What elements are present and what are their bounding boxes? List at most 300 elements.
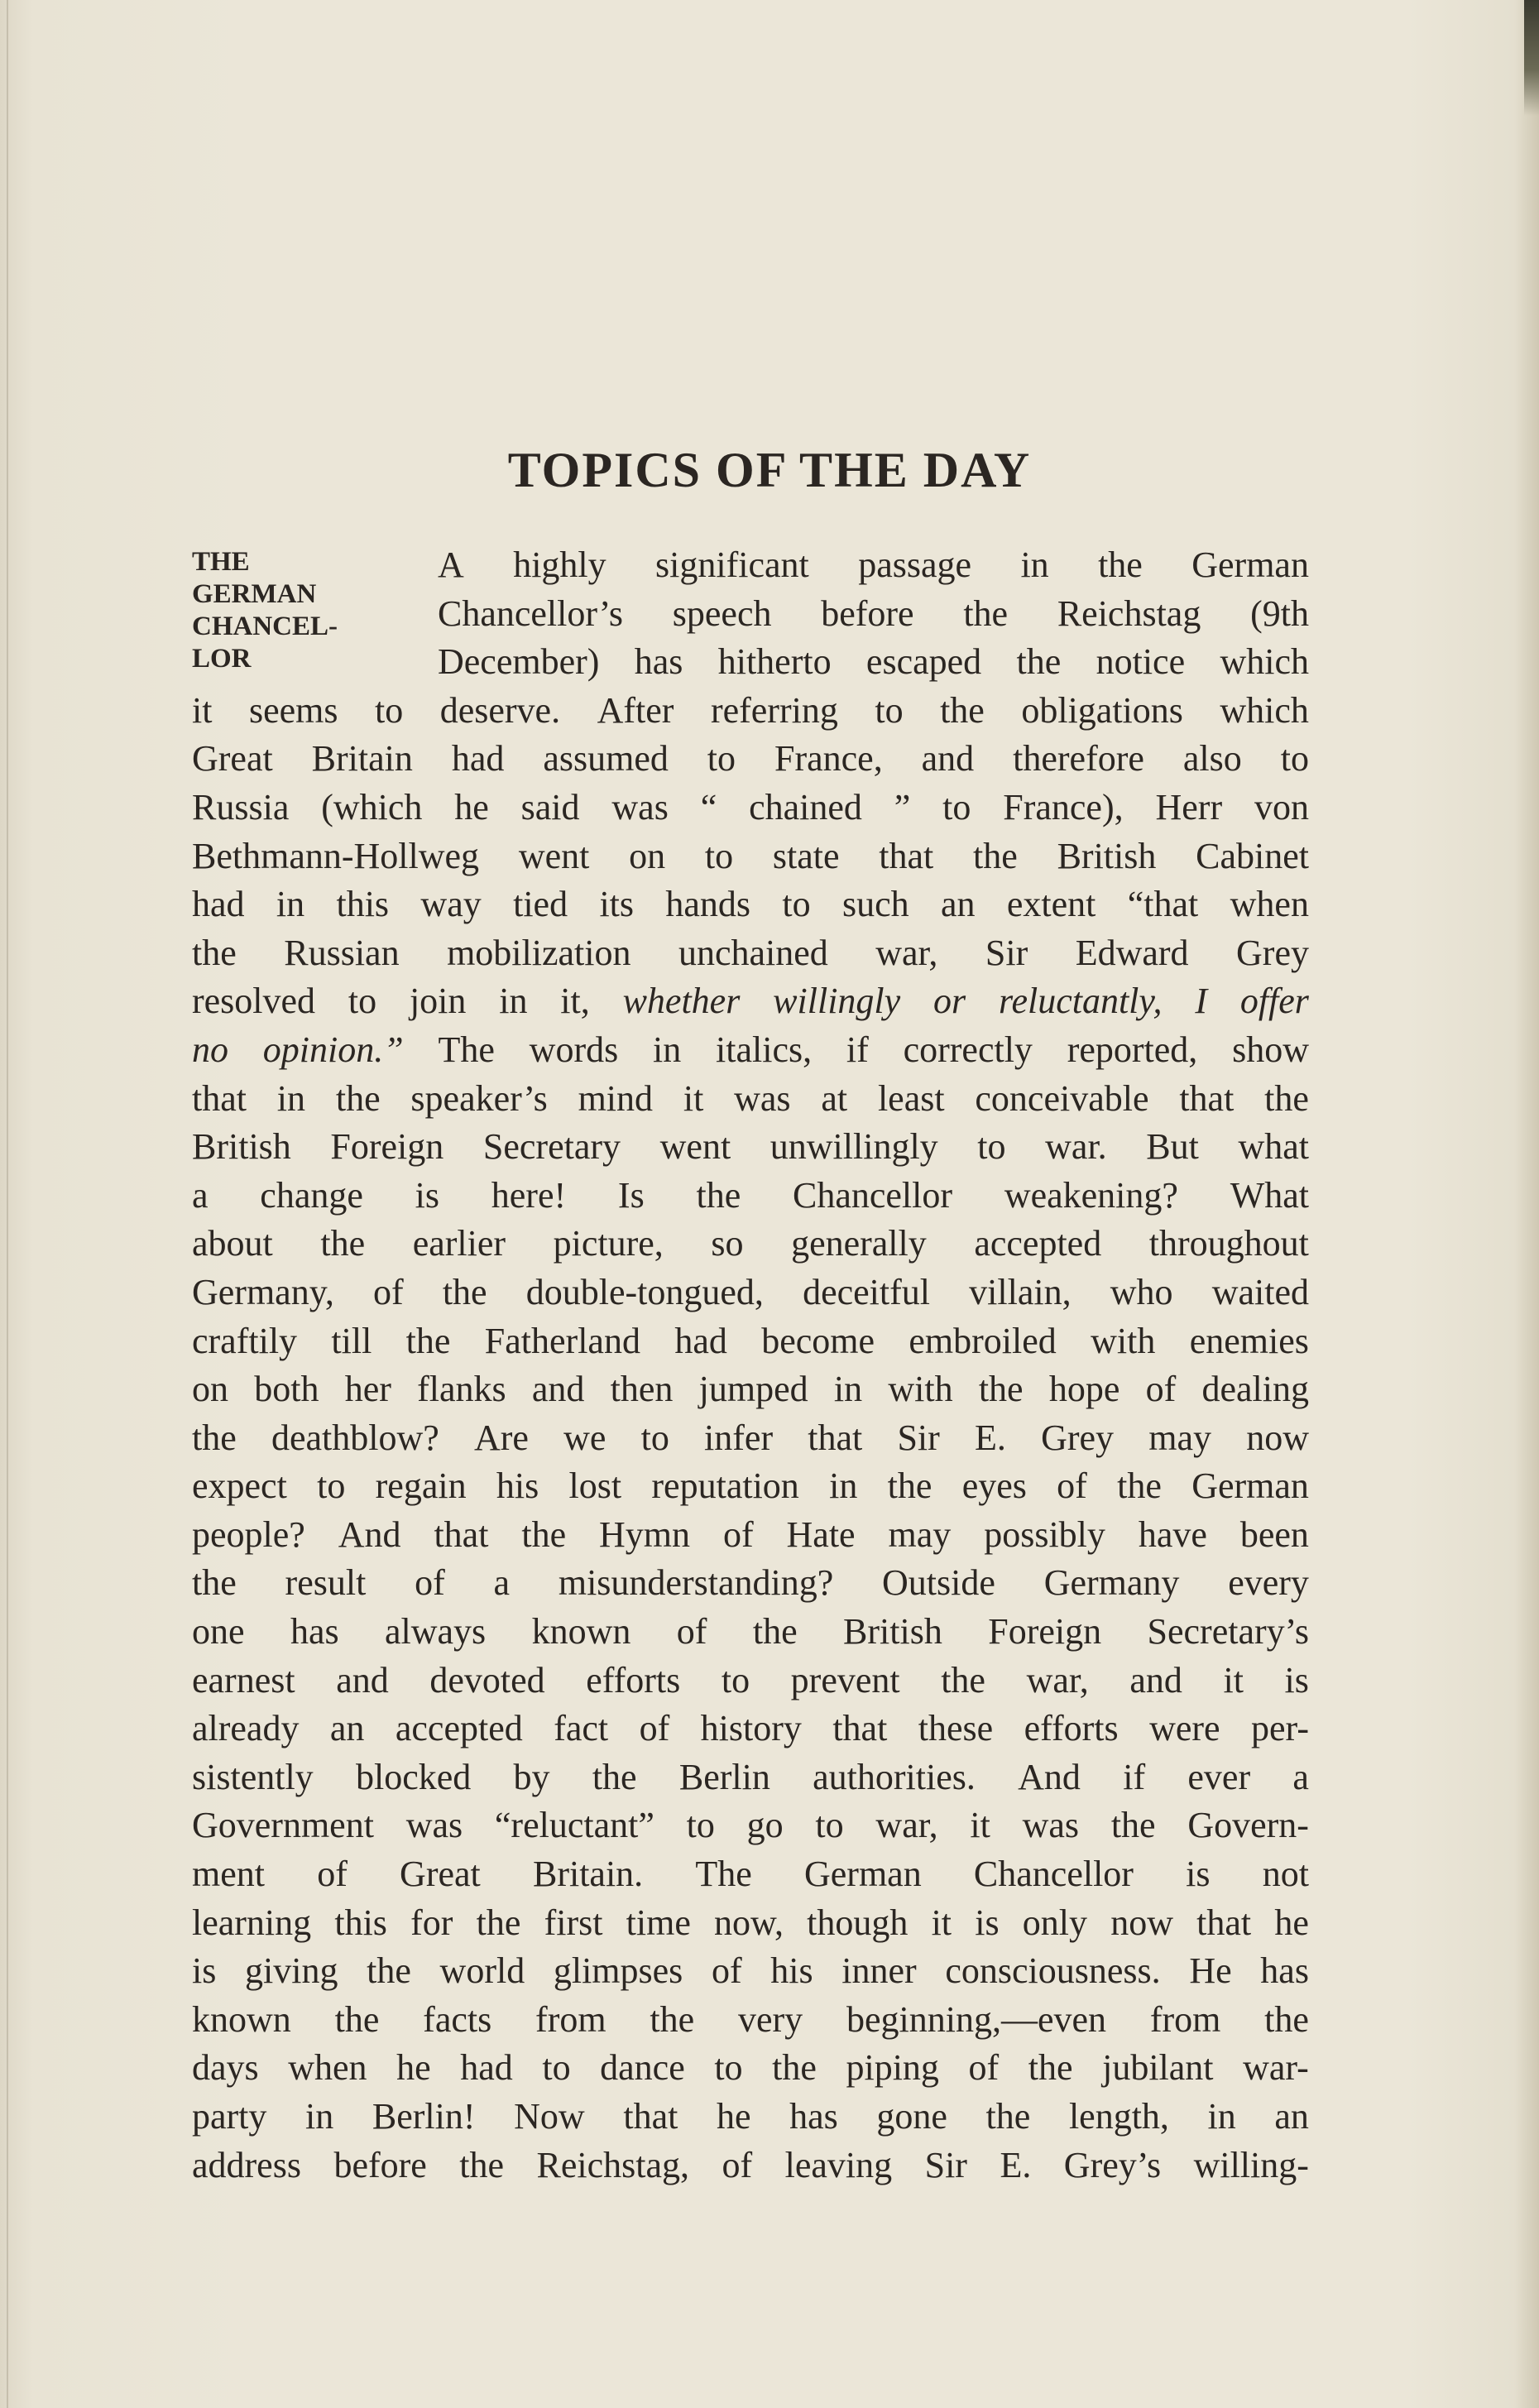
word: address: [192, 2144, 301, 2185]
text-line: [192, 1705, 1309, 1753]
word: conceivable: [975, 1077, 1149, 1119]
word: blocked: [355, 1756, 472, 1797]
word: weakening?: [1004, 1174, 1178, 1216]
word: a: [493, 1562, 511, 1604]
text-line: [192, 687, 1309, 736]
word: enemies: [1189, 1320, 1309, 1361]
word: Fatherland: [484, 1320, 640, 1361]
word: in: [276, 1077, 306, 1119]
word: which: [1220, 641, 1309, 683]
word: Grey: [1236, 932, 1309, 973]
word: the: [192, 1417, 237, 1458]
word: per-: [1251, 1708, 1309, 1749]
word: he: [396, 2047, 431, 2089]
word: The: [695, 1854, 752, 1895]
word: offer: [1239, 981, 1309, 1022]
word: unchained: [678, 932, 828, 973]
word: the: [405, 1320, 451, 1361]
word: is: [1284, 1659, 1309, 1700]
word: Grey: [1041, 1417, 1115, 1458]
word: double-tongued,: [525, 1271, 764, 1312]
word: reported,: [1067, 1029, 1198, 1070]
word: to: [704, 835, 734, 876]
word: willingly: [773, 981, 901, 1022]
word: had: [192, 884, 245, 925]
word: words: [529, 1029, 619, 1070]
word: if: [1123, 1756, 1146, 1797]
word: earlier: [412, 1223, 506, 1264]
word: Foreign: [330, 1126, 444, 1168]
word: the: [521, 1513, 567, 1555]
word: I: [1195, 981, 1207, 1022]
text-line: [192, 1026, 1309, 1075]
word: then: [610, 1369, 674, 1410]
word: was: [611, 786, 669, 827]
word: resolved: [192, 981, 316, 1022]
word: facts: [423, 1998, 492, 2040]
word: the: [459, 2144, 505, 2185]
word: to: [1280, 738, 1309, 779]
word: (9th: [1250, 592, 1309, 634]
word: every: [1228, 1562, 1309, 1604]
sidenote-line: CHANCEL-: [192, 612, 338, 641]
word: referring: [710, 689, 838, 731]
word: may: [888, 1513, 952, 1555]
word: length,: [1068, 2096, 1169, 2137]
text-line: [192, 735, 1309, 784]
word: Now: [514, 2096, 585, 2137]
word: extent: [1006, 884, 1096, 925]
word: war,: [1026, 1659, 1089, 1700]
word: state: [772, 835, 840, 876]
word: “: [700, 786, 717, 827]
word: infer: [704, 1417, 774, 1458]
word: inner: [841, 1950, 917, 1992]
text-line: [192, 1317, 1309, 1366]
word: has: [634, 641, 683, 683]
word: in: [653, 1029, 682, 1070]
word: though: [807, 1902, 909, 1943]
word: party: [192, 2096, 267, 2137]
word: the: [772, 2047, 817, 2089]
word: the: [1028, 2047, 1073, 2089]
word: been: [1239, 1513, 1309, 1555]
word: prevent: [790, 1659, 900, 1700]
word: it: [1223, 1659, 1244, 1700]
word: passage: [858, 544, 972, 585]
word: lost: [568, 1465, 622, 1507]
word: when: [288, 2047, 367, 2089]
word: Sir: [924, 2144, 967, 2185]
word: speech: [672, 592, 772, 634]
word: consciousness.: [945, 1950, 1161, 1992]
word: the: [335, 1077, 381, 1119]
word: whether: [622, 981, 741, 1022]
page-edge-dark-corner: [1524, 0, 1539, 116]
text-line: [192, 1075, 1309, 1124]
word: very: [737, 1998, 803, 2040]
word: misunderstanding?: [558, 1562, 834, 1604]
word: escaped: [865, 641, 982, 683]
word: opinion.”: [262, 1029, 404, 1070]
word: Edward: [1075, 932, 1189, 973]
word: obligations: [1021, 689, 1183, 731]
word: of: [722, 1513, 754, 1555]
word: before: [333, 2144, 427, 2185]
word: Govern-: [1187, 1805, 1309, 1846]
text-line: [192, 929, 1309, 978]
word: become: [761, 1320, 875, 1361]
word: from: [1149, 1998, 1221, 2040]
word: least: [877, 1077, 945, 1119]
word: of: [968, 2047, 1000, 2089]
word: craftily: [192, 1320, 298, 1361]
word: a: [192, 1174, 209, 1216]
word: that: [808, 1417, 863, 1458]
word: to: [942, 786, 971, 827]
word: the: [973, 835, 1018, 876]
article-body: [192, 541, 1309, 2190]
word: has: [290, 1611, 339, 1653]
word: we: [563, 1417, 606, 1458]
word: hands: [665, 884, 751, 925]
word: a: [1292, 1756, 1309, 1797]
word: expect: [192, 1465, 287, 1507]
word: his: [496, 1465, 539, 1507]
word: Britain.: [532, 1854, 644, 1895]
word: result: [285, 1562, 367, 1604]
text-line: [192, 977, 1309, 1026]
word: mobilization: [447, 932, 631, 973]
word: throughout: [1148, 1223, 1309, 1264]
word: Britain: [311, 738, 413, 779]
word: the: [696, 1174, 741, 1216]
word: After: [597, 689, 674, 731]
word: an: [1274, 2096, 1309, 2137]
word: an: [329, 1708, 365, 1749]
word: the: [752, 1611, 798, 1653]
word: reluctantly,: [998, 981, 1163, 1022]
word: both: [254, 1369, 319, 1410]
text-line: [192, 880, 1309, 929]
text-line: [192, 1511, 1309, 1560]
word: sistently: [192, 1756, 314, 1797]
word: on: [192, 1369, 228, 1410]
word: ”: [894, 786, 911, 827]
word: of: [373, 1271, 404, 1312]
word: is: [192, 1950, 217, 1992]
word: only: [1022, 1902, 1087, 1943]
word: world: [439, 1950, 525, 1992]
word: possibly: [984, 1513, 1105, 1555]
text-line: [192, 1801, 1309, 1850]
word: ment: [192, 1854, 265, 1895]
word: and: [1129, 1659, 1182, 1700]
word: of: [676, 1611, 707, 1653]
word: Russia: [192, 786, 290, 827]
word: it: [970, 1805, 990, 1846]
word: for: [410, 1902, 453, 1943]
word: Cabinet: [1196, 835, 1309, 876]
word: an: [941, 884, 976, 925]
word: deathblow?: [271, 1417, 439, 1458]
word: these: [918, 1708, 994, 1749]
word: to: [782, 884, 811, 925]
text-line: [192, 2044, 1309, 2093]
word: giving: [245, 1950, 338, 1992]
word: authorities.: [813, 1756, 976, 1797]
word: to: [977, 1126, 1006, 1168]
text-line: [192, 1269, 1309, 1317]
word: dance: [600, 2047, 685, 2089]
word: Hymn: [599, 1513, 691, 1555]
word: to: [348, 981, 377, 1022]
text-line: [192, 1947, 1309, 1996]
word: has: [789, 2096, 838, 2137]
word: the: [985, 2096, 1031, 2137]
word: Are: [473, 1417, 529, 1458]
text-line: [192, 1850, 1309, 1899]
word: so: [711, 1223, 744, 1264]
word: efforts: [1024, 1708, 1119, 1749]
text-line: [438, 541, 1309, 590]
word: went: [659, 1126, 731, 1168]
word: the: [963, 592, 1009, 634]
word: to: [721, 1659, 750, 1700]
word: leaving: [784, 2144, 893, 2185]
word: the: [1264, 1077, 1309, 1119]
word: said: [520, 786, 580, 827]
word: dealing: [1201, 1369, 1309, 1410]
word: villain,: [969, 1271, 1072, 1312]
word: assumed: [543, 738, 669, 779]
word: picture,: [553, 1223, 664, 1264]
word: join: [409, 981, 467, 1022]
word: the: [367, 1950, 411, 1992]
text-line: [192, 2093, 1309, 2142]
word: He: [1189, 1950, 1232, 1992]
text-line: [192, 1996, 1309, 2045]
word: with: [1091, 1320, 1156, 1361]
text-line: [438, 638, 1309, 687]
word: Foreign: [988, 1611, 1102, 1653]
word: and: [921, 738, 975, 779]
word: Herr: [1155, 786, 1223, 827]
word: Chancellor: [973, 1854, 1134, 1895]
word: German: [1191, 1465, 1309, 1507]
word: France,: [774, 738, 883, 779]
word: that: [192, 1077, 247, 1119]
word: it,: [560, 981, 590, 1022]
word: to: [714, 2047, 743, 2089]
word: Berlin: [678, 1756, 770, 1797]
word: Chancellor: [793, 1174, 953, 1216]
word: deserve.: [439, 689, 561, 731]
word: Chancellor’s: [438, 592, 624, 634]
word: such: [841, 884, 909, 925]
word: the: [320, 1223, 366, 1264]
word: may: [1148, 1417, 1211, 1458]
word: that: [434, 1513, 489, 1555]
word: who: [1110, 1271, 1173, 1312]
word: from: [535, 1998, 606, 2040]
sidenote-line: LOR: [192, 644, 252, 674]
word: about: [192, 1223, 273, 1264]
word: British: [192, 1126, 291, 1168]
word: Grey’s: [1063, 2144, 1162, 2185]
word: of: [1057, 1465, 1087, 1507]
word: Reichstag: [1057, 592, 1201, 634]
word: in: [829, 1465, 858, 1507]
word: What: [1230, 1174, 1309, 1216]
word: by: [513, 1756, 550, 1797]
word: Germany: [1043, 1562, 1180, 1604]
word: fact: [554, 1708, 609, 1749]
text-line: [192, 1899, 1309, 1948]
word: von: [1254, 786, 1309, 827]
word: seems: [248, 689, 338, 731]
word: go: [746, 1805, 784, 1846]
word: Russian: [284, 932, 400, 973]
word: glimpses: [553, 1950, 683, 1992]
text-line: [192, 1753, 1309, 1802]
word: history: [700, 1708, 802, 1749]
word: learning: [192, 1902, 312, 1943]
word: the: [940, 689, 985, 731]
word: Secretary: [482, 1126, 621, 1168]
word: that: [623, 2096, 678, 2137]
sidenote-line: GERMAN: [192, 579, 317, 609]
text-line: [192, 1220, 1309, 1269]
word: that: [1196, 1902, 1252, 1943]
word: hitherto: [717, 641, 832, 683]
word: war.: [1045, 1126, 1107, 1168]
word: Great: [192, 738, 273, 779]
word: its: [599, 884, 635, 925]
word: change: [260, 1174, 363, 1216]
word: when: [1230, 884, 1309, 925]
word: this: [336, 884, 390, 925]
page-edge-shadow: [7, 0, 8, 2408]
word: is: [415, 1174, 440, 1216]
word: had: [460, 2047, 513, 2089]
word: Reichstag,: [536, 2144, 690, 2185]
word: the: [650, 1998, 695, 2040]
word: mind: [578, 1077, 654, 1119]
text-line: [192, 2142, 1309, 2190]
word: war,: [875, 1805, 938, 1846]
word: ever: [1187, 1756, 1251, 1797]
word: and: [531, 1369, 585, 1410]
word: in: [305, 2096, 334, 2137]
text-line: [192, 1365, 1309, 1414]
word: war,: [875, 932, 938, 973]
word: also: [1182, 738, 1242, 779]
word: willing-: [1193, 2144, 1309, 2185]
word: way: [420, 884, 482, 925]
word: one: [192, 1611, 245, 1653]
word: Bethmann-Hollweg: [192, 835, 480, 876]
word: he: [716, 2096, 751, 2137]
word: correctly: [903, 1029, 1033, 1070]
word: of: [317, 1854, 348, 1895]
word: first: [544, 1902, 603, 1943]
word: tied: [513, 884, 568, 925]
word: jumped: [698, 1369, 808, 1410]
page-title: TOPICS OF THE DAY: [507, 443, 1032, 497]
text-line: [192, 832, 1309, 881]
word: in: [1020, 544, 1049, 585]
word: December): [438, 641, 600, 683]
word: his: [770, 1950, 813, 1992]
text-line: [192, 1462, 1309, 1511]
text-line: [438, 590, 1309, 639]
word: therefore: [1013, 738, 1144, 779]
word: of: [415, 1562, 445, 1604]
word: devoted: [429, 1659, 545, 1700]
word: to: [640, 1417, 669, 1458]
word: But: [1146, 1126, 1199, 1168]
word: this: [334, 1902, 387, 1943]
word: no: [192, 1029, 228, 1070]
word: France),: [1003, 786, 1124, 827]
sidenote-line: THE: [192, 547, 250, 577]
word: time: [626, 1902, 691, 1943]
word: to: [815, 1805, 844, 1846]
word: or: [933, 981, 966, 1022]
word: the: [592, 1756, 637, 1797]
word: he: [1274, 1902, 1309, 1943]
word: it: [683, 1077, 704, 1119]
word: Government: [192, 1805, 374, 1846]
word: the: [192, 932, 237, 973]
word: the: [1110, 1805, 1156, 1846]
word: regain: [375, 1465, 467, 1507]
word: now: [1110, 1902, 1173, 1943]
word: hope: [1048, 1369, 1120, 1410]
word: have: [1138, 1513, 1207, 1555]
word: which: [1220, 689, 1309, 731]
word: of: [639, 1708, 670, 1749]
word: was: [405, 1805, 463, 1846]
word: the: [887, 1465, 933, 1507]
word: before: [821, 592, 914, 634]
word: till: [331, 1320, 372, 1361]
word: German: [803, 1854, 922, 1895]
word: of: [722, 2144, 753, 2185]
word: with: [888, 1369, 953, 1410]
text-line: [192, 1657, 1309, 1705]
word: Hate: [786, 1513, 856, 1555]
word: what: [1238, 1126, 1309, 1168]
word: piping: [846, 2047, 939, 2089]
word: to: [686, 1805, 715, 1846]
word: that: [1179, 1077, 1235, 1119]
word: significant: [655, 544, 809, 585]
word: in: [276, 884, 305, 925]
word: that: [879, 835, 934, 876]
word: to: [875, 689, 904, 731]
word: Sir: [985, 932, 1028, 973]
text-line: [192, 1608, 1309, 1657]
word: known: [192, 1998, 291, 2040]
word: waited: [1211, 1271, 1309, 1312]
word: flanks: [417, 1369, 506, 1410]
word: Germany,: [192, 1271, 334, 1312]
word: eyes: [961, 1465, 1027, 1507]
word: British: [843, 1611, 942, 1653]
word: he: [454, 786, 489, 827]
